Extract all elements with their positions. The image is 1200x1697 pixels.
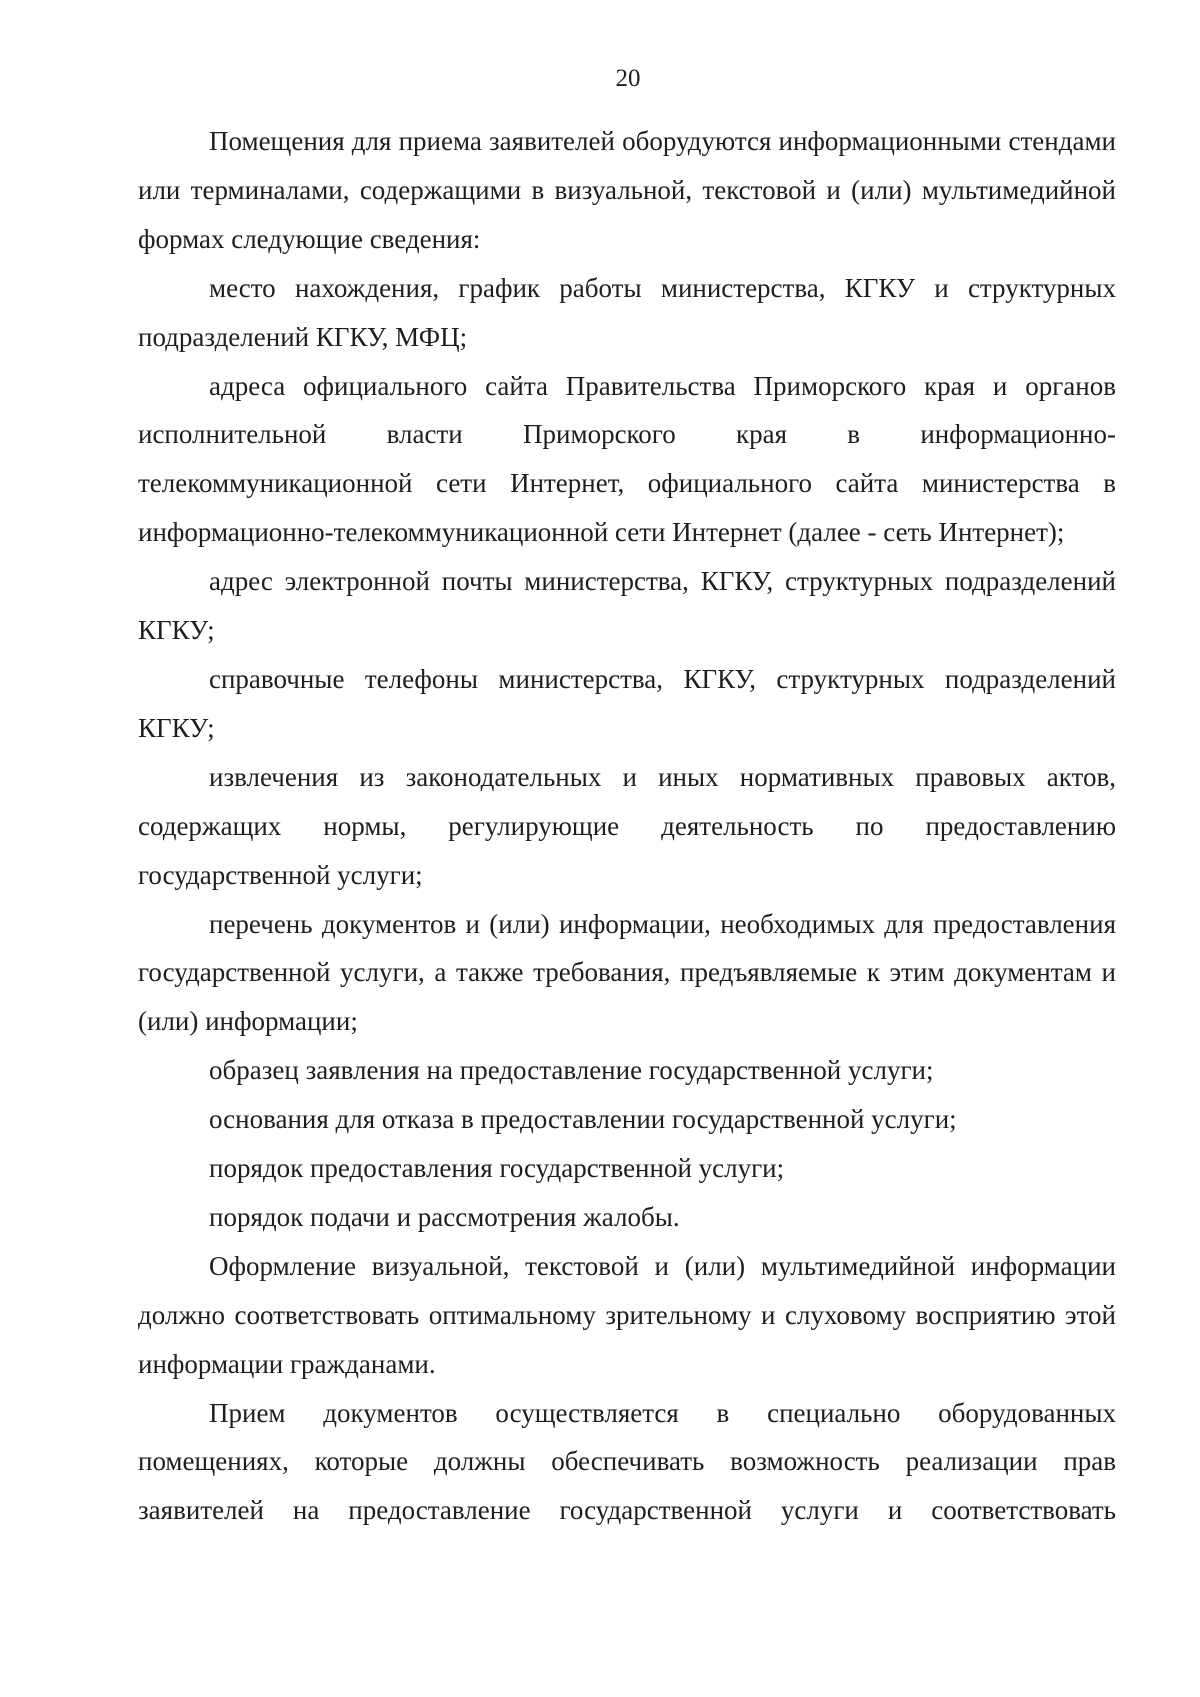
list-item-service-procedure: порядок предоставления государственной услуги; xyxy=(209,1153,785,1184)
list-item-legal-extracts: извлечения из законодательных и иных нормативных правовых актов, содержащих нормы, регулирующие деятельность по предоставлению государственной услуги; xyxy=(138,761,1116,890)
paragraph-document-reception: Прием документов осуществляется в специально оборудованных помещениях, которые должны обеспечивать возможность реализации прав заявителей на предоставление государственной услуги и соответствовать xyxy=(138,1397,1116,1526)
list-item-application-sample: образец заявления на предоставление государственной услуги; xyxy=(209,1055,934,1086)
list-item-email-address: адрес электронной почты министерства, КГКУ, структурных подразделений КГКУ; xyxy=(138,566,1116,646)
list-item-refusal-grounds: основания для отказа в предоставлении государственной услуги; xyxy=(209,1104,957,1135)
list-item-phone-numbers: справочные телефоны министерства, КГКУ, структурных подразделений КГКУ; xyxy=(138,663,1116,743)
list-item-location-schedule: место нахождения, график работы министерства, КГКУ и структурных подразделений КГКУ, МФЦ; xyxy=(138,272,1116,352)
page-number: 20 xyxy=(615,65,641,92)
document-body xyxy=(138,117,1116,1535)
list-item-complaint-procedure: порядок подачи и рассмотрения жалобы. xyxy=(209,1201,680,1232)
list-item-website-addresses: адреса официального сайта Правительства Приморского края и органов исполнительной власти Приморского края в информационно-телекоммуникационной сети Интернет, официального сайта министерства в информационно-телекоммуникационной сети Интернет (далее - сеть Интернет); xyxy=(138,370,1116,548)
list-item-documents-list: перечень документов и (или) информации, необходимых для предоставления государственной услуги, а также требования, предъявляемые к этим документам и (или) информации; xyxy=(138,908,1116,1037)
paragraph-information-design: Оформление визуальной, текстовой и (или) мультимедийной информации должно соответствовать оптимальному зрительному и слуховому восприятию этой информации гражданами. xyxy=(138,1250,1116,1379)
paragraph-premises-stands: Помещения для приема заявителей оборудуются информационными стендами или терминалами, содержащими в визуальной, текстовой и (или) мультимедийной формах следующие сведения: xyxy=(138,126,1116,254)
